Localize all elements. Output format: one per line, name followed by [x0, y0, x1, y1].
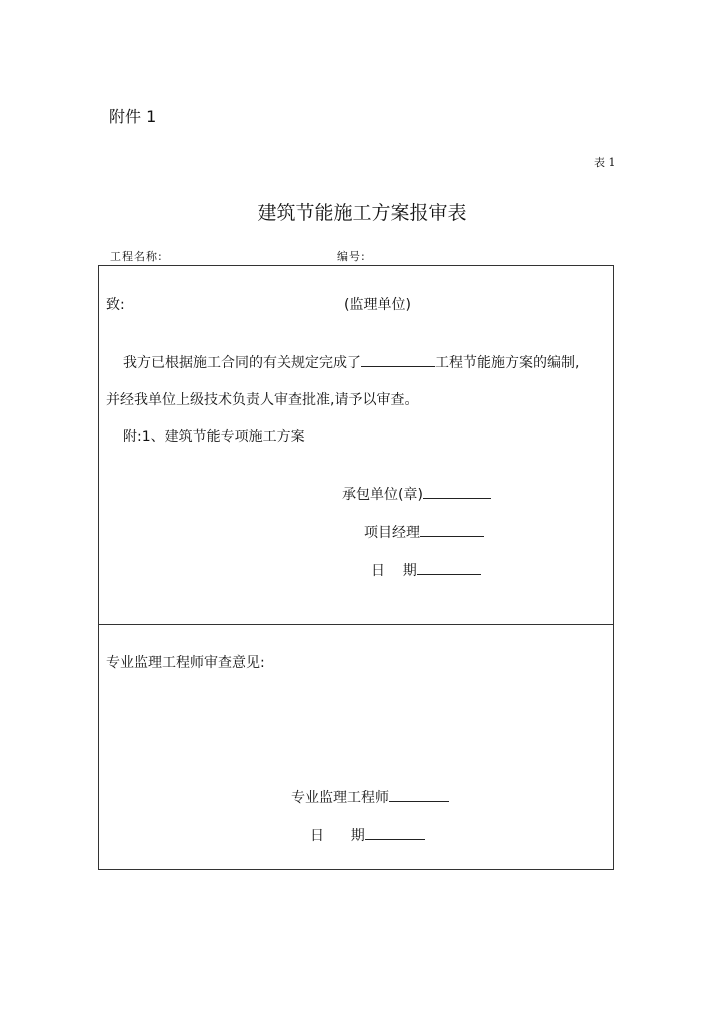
engineer-label: 专业监理工程师 — [291, 790, 389, 806]
body-line1-prefix: 我方已根据施工合同的有关规定完成了 — [123, 355, 361, 371]
page-title: 建筑节能施工方案报审表 — [257, 202, 467, 224]
attachment-label: 附件 1 — [109, 107, 157, 126]
body-line1-suffix: 工程节能施方案的编制, — [435, 355, 580, 371]
project-manager-line — [364, 521, 484, 542]
review-date-label: 日 期 — [310, 828, 365, 844]
submission-body-line1 — [123, 351, 579, 372]
review-date-line — [310, 824, 425, 845]
supervision-unit-label: (监理单位) — [344, 297, 411, 313]
engineer-line — [291, 786, 449, 807]
serial-number-label: 编号: — [337, 250, 366, 263]
project-manager-blank — [420, 521, 484, 537]
review-opinion-label: 专业监理工程师审查意见: — [106, 655, 265, 671]
contractor-seal-line — [342, 483, 491, 504]
to-label: 致: — [106, 297, 125, 313]
submission-body-line2: 并经我单位上级技术负责人审查批准,请予以审查。 — [106, 392, 419, 408]
project-name-label: 工程名称: — [110, 250, 163, 263]
review-date-blank — [365, 824, 425, 840]
project-manager-label: 项目经理 — [364, 525, 420, 541]
submission-date-blank — [417, 559, 481, 575]
section-divider — [98, 624, 614, 625]
table-number: 表 1 — [594, 156, 616, 169]
attachment-item: 附:1、建筑节能专项施工方案 — [123, 429, 305, 445]
contractor-seal-label: 承包单位(章) — [342, 487, 423, 503]
contractor-seal-blank — [423, 483, 491, 499]
submission-date-line — [371, 559, 481, 580]
submission-date-label: 日 期 — [371, 563, 417, 579]
project-name-blank — [361, 351, 435, 367]
engineer-signature-blank — [389, 786, 449, 802]
